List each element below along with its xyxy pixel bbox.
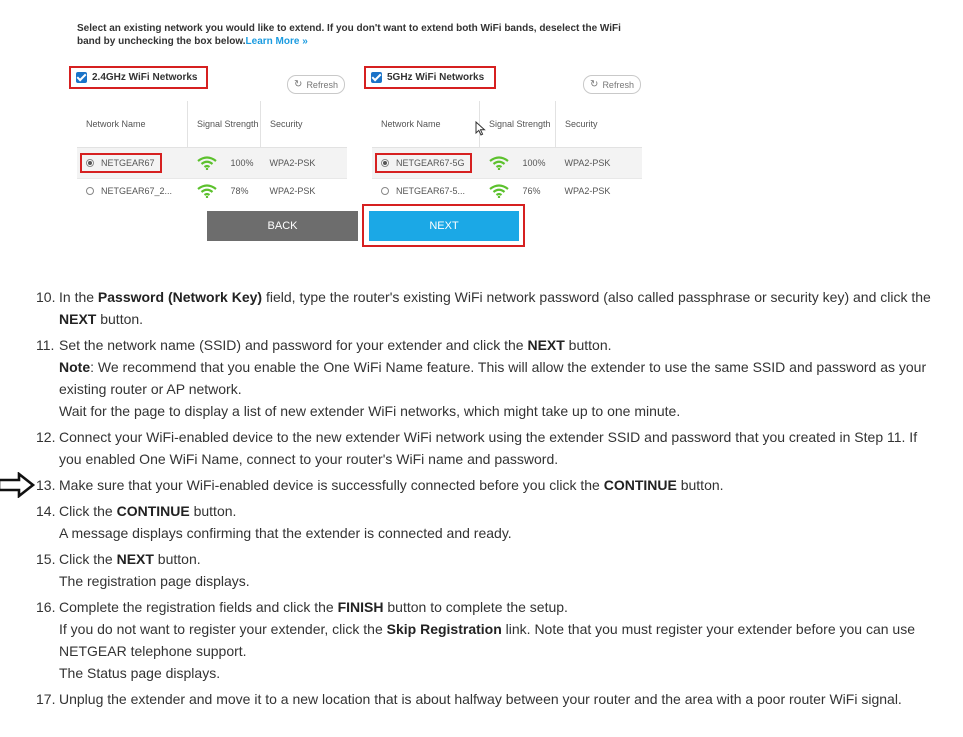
radio-unselected-icon[interactable] <box>381 187 389 195</box>
table-row[interactable]: NETGEAR67_2... 78% WPA2-PSK <box>77 179 347 204</box>
col-network-name: Network Name <box>372 101 480 148</box>
network-table-24ghz <box>77 101 347 203</box>
checkbox-checked-icon <box>371 72 382 83</box>
list-item: 10. In the Password (Network Key) field, type the router's existing WiFi network password (also called passphrase or security key) and click the NEXT button. <box>36 289 931 327</box>
refresh-24ghz-button[interactable]: ↻ Refresh <box>287 75 345 94</box>
radio-selected-icon[interactable] <box>381 159 389 167</box>
band-24ghz-checkbox[interactable]: 2.4GHz WiFi Networks <box>69 66 208 89</box>
band-5ghz-checkbox[interactable]: 5GHz WiFi Networks <box>364 66 496 89</box>
list-item: 16. Complete the registration fields and click the FINISH button to complete the setup. If you do not want to register your extender, click the Skip Registration link. Note that you must register your extender before you can use NETGEAR telephone support. The Status page displays. <box>36 599 915 681</box>
list-item: 12. Connect your WiFi-enabled device to the new extender WiFi network using the extender SSID and password that you created in Step 11. If you enabled One WiFi Name, connect to your router's WiFi name and password. <box>36 429 918 467</box>
list-item: 14. Click the CONTINUE button. A message displays confirming that the extender is connected and ready. <box>36 503 512 541</box>
skip-registration-link: Skip Registration <box>386 621 502 637</box>
col-security: Security <box>261 101 348 148</box>
wifi-signal-icon <box>197 184 217 198</box>
list-item: 11. Set the network name (SSID) and password for your extender and click the NEXT button. Note: We recommend that you enable the One WiFi Name feature. This will allow the extender to use the same SSID and password as your existing router or AP network. Wait for the page to display a list of new extender WiFi networks, which might take up to one minute. <box>36 337 927 419</box>
selected-network-highlight[interactable]: NETGEAR67 <box>80 153 162 173</box>
selected-network-highlight[interactable]: NETGEAR67-5G <box>375 153 472 173</box>
list-item: 15. Click the NEXT button. The registration page displays. <box>36 551 250 589</box>
list-item: 17. Unplug the extender and move it to a new location that is about halfway between your router and the area with a poor router WiFi signal. <box>36 691 902 707</box>
radio-selected-icon[interactable] <box>86 159 94 167</box>
learn-more-link[interactable]: Learn More » <box>245 36 308 47</box>
table-row[interactable]: NETGEAR67-5G 100% WPA2-PSK <box>372 148 642 179</box>
pointer-arrow-icon <box>0 472 37 498</box>
table-row[interactable]: NETGEAR67 100% WPA2-PSK <box>77 148 347 179</box>
wifi-signal-icon <box>489 156 509 170</box>
next-button[interactable]: NEXT <box>369 211 519 241</box>
refresh-icon: ↻ <box>294 79 303 90</box>
refresh-5ghz-button[interactable]: ↻ Refresh <box>583 75 641 94</box>
instruction-list <box>0 286 963 714</box>
mouse-cursor-icon <box>475 121 486 136</box>
intro-text: Select an existing network you would like to extend. If you don't want to extend both WiFi bands, deselect the WiFi band by unchecking the box below.Learn More » <box>77 23 621 47</box>
radio-unselected-icon[interactable] <box>86 187 94 195</box>
back-button[interactable]: BACK <box>207 211 358 241</box>
network-table-5ghz <box>372 101 642 203</box>
table-row[interactable]: NETGEAR67-5... 76% WPA2-PSK <box>372 179 642 204</box>
col-network-name: Network Name <box>77 101 188 148</box>
wifi-signal-icon <box>197 156 217 170</box>
checkbox-checked-icon <box>76 72 87 83</box>
list-item: 13. Make sure that your WiFi-enabled device is successfully connected before you click the CONTINUE button. <box>0 474 963 496</box>
col-signal-strength: Signal Strength <box>188 101 261 148</box>
wifi-signal-icon <box>489 184 509 198</box>
col-security: Security <box>556 101 643 148</box>
refresh-icon: ↻ <box>590 79 599 90</box>
col-signal-strength: Signal Strength <box>480 101 556 148</box>
